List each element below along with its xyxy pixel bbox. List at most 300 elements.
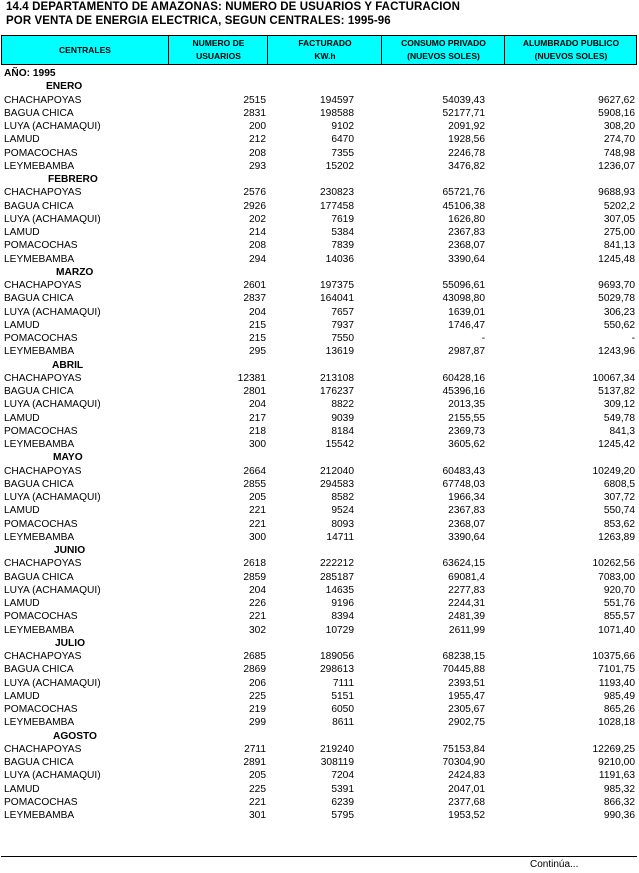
consumo-privado-cell: 65721,76 — [442, 187, 485, 199]
usuarios-cell: 2664 — [243, 465, 266, 477]
facturado-cell: 7355 — [331, 147, 354, 159]
alumbrado-publico-cell: 12269,25 — [592, 743, 635, 755]
table-row — [0, 372, 639, 385]
table-row — [0, 279, 639, 292]
table-row — [0, 624, 639, 637]
alumbrado-publico-cell: 550,62 — [603, 319, 635, 331]
usuarios-cell: 205 — [249, 770, 266, 782]
central-name-cell: LEYMEBAMBA — [4, 624, 75, 636]
document-title-line2: POR VENTA DE ENERGIA ELECTRICA, SEGUN CENTRALES: 1995-96 — [6, 15, 391, 27]
facturado-cell: 7111 — [332, 677, 354, 689]
central-name-cell: LEYMEBAMBA — [4, 439, 75, 450]
facturado-cell: 7657 — [331, 306, 354, 318]
header-alumbrado-publico-l2: (NUEVOS SOLES) — [534, 51, 608, 61]
table-row — [0, 398, 639, 411]
central-name-cell: CHACHAPOYAS — [4, 187, 82, 199]
facturado-cell: 222212 — [320, 558, 354, 570]
facturado-cell: 8394 — [331, 611, 354, 623]
alumbrado-publico-cell: 1193,40 — [598, 677, 635, 689]
facturado-cell: 7839 — [331, 240, 354, 252]
central-name-cell: LAMUD — [4, 134, 40, 146]
usuarios-cell: 214 — [249, 227, 266, 238]
facturado-cell: 8093 — [331, 518, 354, 530]
table-row — [0, 186, 639, 199]
usuarios-cell: 212 — [249, 134, 266, 146]
alumbrado-publico-cell: 551,76 — [603, 598, 635, 609]
table-row — [0, 610, 639, 623]
header-consumo-privado-l1: CONSUMO PRIVADO — [401, 38, 486, 48]
alumbrado-publico-cell: 865,26 — [603, 704, 635, 715]
month-label: MAYO — [53, 452, 83, 464]
facturado-cell: 294583 — [320, 478, 354, 490]
facturado-cell: 15542 — [325, 439, 354, 450]
consumo-privado-cell: 2155,55 — [448, 412, 485, 424]
table-row — [0, 809, 639, 822]
table-row — [0, 332, 639, 345]
central-name-cell: LUYA (ACHAMAQUI) — [4, 213, 101, 225]
table-row — [0, 120, 639, 133]
facturado-cell: 15202 — [325, 160, 354, 172]
central-name-cell: CHACHAPOYAS — [4, 743, 82, 755]
consumo-privado-cell: 1966,34 — [448, 492, 485, 503]
consumo-privado-cell: 2393,51 — [448, 677, 485, 689]
table-row — [0, 783, 639, 796]
table-row — [0, 690, 639, 703]
header-facturado — [267, 36, 382, 64]
consumo-privado-cell: 3390,64 — [448, 531, 485, 543]
central-name-cell: POMACOCHAS — [4, 518, 78, 530]
facturado-cell: 8822 — [331, 399, 354, 411]
facturado-cell: 8582 — [331, 492, 354, 503]
alumbrado-publico-cell: 1071,40 — [598, 624, 635, 636]
consumo-privado-cell: 45396,16 — [442, 386, 485, 397]
alumbrado-publico-cell: 10262,56 — [592, 558, 635, 570]
table-row — [0, 597, 639, 610]
usuarios-cell: 294 — [249, 253, 266, 265]
table-row — [0, 292, 639, 305]
month-row — [0, 80, 639, 93]
consumo-privado-cell: 2987,87 — [448, 346, 485, 358]
facturado-cell: 14711 — [326, 531, 354, 543]
alumbrado-publico-cell: 308,20 — [603, 121, 635, 132]
usuarios-cell: 2801 — [243, 386, 266, 397]
consumo-privado-cell: 2367,83 — [448, 227, 485, 238]
facturado-cell: 7619 — [331, 213, 354, 225]
central-name-cell: CHACHAPOYAS — [4, 651, 82, 662]
facturado-cell: 308119 — [320, 757, 354, 768]
consumo-privado-cell: 2377,68 — [448, 796, 485, 808]
central-name-cell: LUYA (ACHAMAQUI) — [4, 121, 101, 132]
facturado-cell: 194597 — [320, 94, 354, 106]
usuarios-cell: 219 — [249, 704, 266, 715]
alumbrado-publico-cell: 841,13 — [603, 240, 635, 252]
header-numero-usuarios-l2: USUARIOS — [196, 51, 241, 61]
table-row — [0, 796, 639, 809]
month-row — [0, 730, 639, 743]
facturado-cell: 7550 — [331, 333, 354, 344]
central-name-cell: BAGUA CHICA — [4, 664, 74, 676]
consumo-privado-cell: 2481,39 — [448, 611, 485, 623]
usuarios-cell: 2711 — [244, 743, 266, 755]
table-row — [0, 756, 639, 769]
usuarios-cell: 2855 — [243, 478, 266, 490]
usuarios-cell: 225 — [249, 783, 266, 795]
usuarios-cell: 221 — [249, 611, 266, 623]
header-numero-usuarios-l1: NUMERO DE — [192, 38, 245, 48]
table-row — [0, 531, 639, 544]
alumbrado-publico-cell: 309,12 — [603, 399, 635, 411]
header-facturado-l1: FACTURADO — [298, 38, 352, 48]
consumo-privado-cell: 52177,71 — [442, 107, 485, 119]
usuarios-cell: 206 — [249, 677, 266, 689]
month-label: ABRIL — [52, 359, 84, 371]
facturado-cell: 212040 — [320, 465, 354, 477]
facturado-cell: 197375 — [320, 280, 354, 291]
usuarios-cell: 221 — [249, 518, 266, 530]
alumbrado-publico-cell: 5202,2 — [603, 200, 635, 212]
usuarios-cell: 218 — [249, 425, 266, 437]
central-name-cell: BAGUA CHICA — [4, 386, 74, 397]
consumo-privado-cell: 63624,15 — [442, 558, 485, 570]
central-name-cell: LAMUD — [4, 598, 40, 609]
usuarios-cell: 12381 — [237, 372, 266, 384]
alumbrado-publico-cell: 550,74 — [603, 505, 635, 517]
consumo-privado-cell: 2277,83 — [448, 584, 485, 596]
continua-label: Continúa... — [530, 859, 579, 870]
central-name-cell: CHACHAPOYAS — [4, 280, 82, 291]
consumo-privado-cell: 60483,43 — [442, 465, 485, 477]
central-name-cell: LEYMEBAMBA — [4, 160, 75, 172]
consumo-privado-cell: 2047,01 — [448, 783, 485, 795]
table-row — [0, 465, 639, 478]
consumo-privado-cell: - — [481, 333, 485, 344]
month-label: MARZO — [56, 266, 94, 278]
header-consumo-privado-l2: (NUEVOS SOLES) — [407, 51, 480, 61]
table-row — [0, 584, 639, 597]
facturado-cell: 198588 — [320, 107, 354, 119]
central-name-cell: POMACOCHAS — [4, 611, 78, 623]
usuarios-cell: 202 — [249, 213, 266, 225]
alumbrado-publico-cell: 853,62 — [603, 518, 635, 530]
usuarios-cell: 200 — [249, 121, 266, 132]
header-alumbrado-publico-l1: ALUMBRADO PUBLICO — [522, 38, 620, 48]
facturado-cell: 8184 — [331, 425, 354, 437]
month-row — [0, 173, 639, 186]
consumo-privado-cell: 55096,61 — [442, 280, 485, 291]
usuarios-cell: 204 — [249, 306, 266, 318]
consumo-privado-cell: 3390,64 — [448, 253, 485, 265]
alumbrado-publico-cell: 10375,66 — [592, 651, 635, 662]
table-bottom-rule — [1, 856, 637, 857]
central-name-cell: LAMUD — [4, 227, 40, 238]
table-row — [0, 239, 639, 252]
central-name-cell: LAMUD — [4, 690, 40, 702]
usuarios-cell: 204 — [249, 399, 266, 411]
usuarios-cell: 225 — [249, 690, 266, 702]
central-name-cell: LEYMEBAMBA — [4, 531, 75, 543]
central-name-cell: LAMUD — [4, 319, 40, 331]
alumbrado-publico-cell: 307,72 — [603, 492, 635, 503]
header-centrales-l1: CENTRALES — [59, 44, 111, 55]
table-row — [0, 425, 639, 438]
usuarios-cell: 2869 — [243, 664, 266, 676]
table-row — [0, 650, 639, 663]
central-name-cell: BAGUA CHICA — [4, 478, 74, 490]
facturado-cell: 285187 — [320, 571, 354, 583]
year-row — [0, 67, 639, 80]
table-row — [0, 518, 639, 531]
consumo-privado-cell: 75153,84 — [442, 743, 485, 755]
usuarios-cell: 300 — [249, 439, 266, 450]
central-name-cell: CHACHAPOYAS — [4, 94, 82, 106]
alumbrado-publico-cell: 920,70 — [603, 584, 635, 596]
central-name-cell: POMACOCHAS — [4, 147, 78, 159]
central-name-cell: BAGUA CHICA — [4, 571, 74, 583]
facturado-cell: 9524 — [331, 505, 354, 517]
central-name-cell: POMACOCHAS — [4, 796, 78, 808]
alumbrado-publico-cell: 275,00 — [603, 227, 635, 238]
alumbrado-publico-cell: 9627,62 — [598, 94, 635, 106]
alumbrado-publico-cell: 1236,07 — [598, 160, 635, 172]
central-name-cell: CHACHAPOYAS — [4, 558, 82, 570]
usuarios-cell: 208 — [249, 147, 266, 159]
alumbrado-publico-cell: 855,57 — [603, 611, 635, 623]
facturado-cell: 13619 — [325, 346, 354, 358]
usuarios-cell: 302 — [249, 624, 266, 636]
facturado-cell: 230823 — [320, 187, 354, 199]
central-name-cell: LUYA (ACHAMAQUI) — [4, 399, 101, 411]
alumbrado-publico-cell: 10249,20 — [592, 465, 635, 477]
alumbrado-publico-cell: 6808,5 — [603, 478, 635, 490]
facturado-cell: 14036 — [325, 253, 354, 265]
consumo-privado-cell: 70304,90 — [442, 757, 485, 768]
consumo-privado-cell: 1928,56 — [448, 134, 485, 146]
central-name-cell: CHACHAPOYAS — [4, 465, 82, 477]
central-name-cell: LEYMEBAMBA — [4, 253, 75, 265]
table-row — [0, 226, 639, 239]
facturado-cell: 298613 — [320, 664, 354, 676]
facturado-cell: 219240 — [320, 743, 354, 755]
central-name-cell: BAGUA CHICA — [4, 757, 74, 768]
alumbrado-publico-cell: 866,32 — [603, 796, 635, 808]
central-name-cell: BAGUA CHICA — [4, 293, 74, 305]
usuarios-cell: 221 — [249, 796, 266, 808]
table-row — [0, 491, 639, 504]
facturado-cell: 6470 — [331, 134, 354, 146]
central-name-cell: LEYMEBAMBA — [4, 810, 75, 821]
central-name-cell: LUYA (ACHAMAQUI) — [4, 770, 101, 782]
alumbrado-publico-cell: 1243,96 — [598, 346, 635, 358]
usuarios-cell: 293 — [249, 160, 266, 172]
table-row — [0, 412, 639, 425]
facturado-cell: 6050 — [331, 704, 354, 715]
central-name-cell: LUYA (ACHAMAQUI) — [4, 306, 101, 318]
consumo-privado-cell: 1955,47 — [448, 690, 485, 702]
facturado-cell: 5384 — [331, 227, 354, 238]
usuarios-cell: 2859 — [243, 571, 266, 583]
consumo-privado-cell: 1626,80 — [448, 213, 485, 225]
consumo-privado-cell: 54039,43 — [442, 94, 485, 106]
consumo-privado-cell: 3476,82 — [448, 160, 485, 172]
facturado-cell: 189056 — [320, 651, 354, 662]
header-centrales — [2, 36, 168, 64]
consumo-privado-cell: 1639,01 — [448, 306, 485, 318]
consumo-privado-cell: 1953,52 — [448, 810, 485, 821]
table-row — [0, 677, 639, 690]
table-body — [0, 67, 639, 822]
table-row — [0, 160, 639, 173]
usuarios-cell: 215 — [249, 319, 266, 331]
facturado-cell: 213108 — [320, 372, 354, 384]
central-name-cell: LEYMEBAMBA — [4, 717, 75, 729]
facturado-cell: 6239 — [331, 796, 354, 808]
table-row — [0, 306, 639, 319]
table-row — [0, 769, 639, 782]
central-name-cell: BAGUA CHICA — [4, 107, 74, 119]
usuarios-cell: 215 — [249, 333, 266, 344]
table-header — [1, 35, 637, 65]
facturado-cell: 7937 — [331, 319, 354, 331]
central-name-cell: POMACOCHAS — [4, 240, 78, 252]
consumo-privado-cell: 2424,83 — [448, 770, 485, 782]
consumo-privado-cell: 2246,78 — [448, 147, 485, 159]
central-name-cell: LAMUD — [4, 783, 40, 795]
month-label: ENERO — [46, 81, 83, 93]
month-row — [0, 544, 639, 557]
usuarios-cell: 205 — [249, 492, 266, 503]
month-label: FEBRERO — [48, 174, 98, 185]
month-label: JULIO — [55, 637, 86, 649]
consumo-privado-cell: 2244,31 — [448, 598, 485, 609]
alumbrado-publico-cell: 7083,00 — [598, 571, 635, 583]
alumbrado-publico-cell: 1245,48 — [598, 253, 635, 265]
consumo-privado-cell: 2902,75 — [448, 717, 485, 729]
usuarios-cell: 2837 — [243, 293, 266, 305]
table-row — [0, 703, 639, 716]
alumbrado-publico-cell: 985,32 — [603, 783, 635, 795]
table-row — [0, 107, 639, 120]
alumbrado-publico-cell: 748,98 — [603, 147, 635, 159]
usuarios-cell: 204 — [249, 584, 266, 596]
alumbrado-publico-cell: 841,3 — [609, 425, 635, 437]
consumo-privado-cell: 69081,4 — [448, 571, 485, 583]
consumo-privado-cell: 2091,92 — [448, 121, 485, 132]
header-alumbrado-publico — [504, 36, 637, 64]
alumbrado-publico-cell: 1191,63 — [598, 770, 635, 782]
usuarios-cell: 2618 — [243, 558, 266, 570]
central-name-cell: LAMUD — [4, 505, 40, 517]
table-row — [0, 504, 639, 517]
table-row — [0, 133, 639, 146]
usuarios-cell: 208 — [249, 240, 266, 252]
month-label: JUNIO — [54, 545, 86, 556]
usuarios-cell: 2576 — [243, 187, 266, 199]
alumbrado-publico-cell: 306,23 — [603, 306, 635, 318]
consumo-privado-cell: 2368,07 — [448, 240, 485, 252]
consumo-privado-cell: 45106,38 — [442, 200, 485, 212]
facturado-cell: 9039 — [331, 412, 354, 424]
usuarios-cell: 217 — [249, 412, 266, 424]
usuarios-cell: 2926 — [243, 200, 266, 212]
table-row — [0, 743, 639, 756]
facturado-cell: 7204 — [331, 770, 354, 782]
alumbrado-publico-cell: - — [631, 333, 635, 344]
facturado-cell: 177458 — [320, 200, 354, 212]
alumbrado-publico-cell: 274,70 — [603, 134, 635, 146]
facturado-cell: 8611 — [332, 717, 354, 729]
table-row — [0, 385, 639, 398]
month-row — [0, 451, 639, 464]
facturado-cell: 10729 — [325, 624, 354, 636]
facturado-cell: 9196 — [331, 598, 354, 609]
central-name-cell: LUYA (ACHAMAQUI) — [4, 677, 101, 689]
alumbrado-publico-cell: 1245,42 — [598, 439, 635, 450]
central-name-cell: BAGUA CHICA — [4, 200, 74, 212]
alumbrado-publico-cell: 9693,70 — [598, 280, 635, 291]
central-name-cell: LEYMEBAMBA — [4, 346, 75, 358]
central-name-cell: LUYA (ACHAMAQUI) — [4, 584, 101, 596]
alumbrado-publico-cell: 1028,18 — [598, 717, 635, 729]
table-row — [0, 213, 639, 226]
central-name-cell: CHACHAPOYAS — [4, 372, 82, 384]
usuarios-cell: 301 — [249, 810, 266, 821]
consumo-privado-cell: 2013,35 — [448, 399, 485, 411]
consumo-privado-cell: 60428,16 — [442, 372, 485, 384]
usuarios-cell: 2891 — [243, 757, 266, 768]
header-facturado-l2: KW.h — [314, 51, 336, 61]
alumbrado-publico-cell: 5908,16 — [598, 107, 635, 119]
document-title-line1: 14.4 DEPARTAMENTO DE AMAZONAS: NUMERO DE USUARIOS Y FACTURACION — [6, 1, 460, 13]
usuarios-cell: 2831 — [243, 107, 266, 119]
consumo-privado-cell: 2367,83 — [448, 505, 485, 517]
alumbrado-publico-cell: 5029,78 — [598, 293, 635, 305]
alumbrado-publico-cell: 5137,82 — [598, 386, 635, 397]
table-row — [0, 345, 639, 358]
table-row — [0, 478, 639, 491]
alumbrado-publico-cell: 990,36 — [603, 810, 635, 821]
year-label: AÑO: 1995 — [4, 68, 56, 79]
alumbrado-publico-cell: 10067,34 — [592, 372, 635, 384]
usuarios-cell: 221 — [249, 505, 266, 517]
usuarios-cell: 2515 — [243, 94, 266, 106]
consumo-privado-cell: 3605,62 — [448, 439, 485, 450]
alumbrado-publico-cell: 307,05 — [603, 213, 635, 225]
alumbrado-publico-cell: 1263,89 — [598, 531, 635, 543]
facturado-cell: 14635 — [325, 584, 354, 596]
consumo-privado-cell: 1746,47 — [448, 319, 485, 331]
consumo-privado-cell: 43098,80 — [442, 293, 485, 305]
table-row — [0, 716, 639, 729]
alumbrado-publico-cell: 9210,00 — [598, 757, 635, 768]
table-row — [0, 94, 639, 107]
month-label: AGOSTO — [53, 730, 97, 742]
table-row — [0, 557, 639, 570]
central-name-cell: POMACOCHAS — [4, 425, 78, 437]
consumo-privado-cell: 70445,88 — [442, 664, 485, 676]
central-name-cell: LAMUD — [4, 412, 40, 424]
table-row — [0, 147, 639, 160]
facturado-cell: 5151 — [331, 690, 354, 702]
usuarios-cell: 299 — [249, 717, 266, 729]
table-row — [0, 438, 639, 451]
usuarios-cell: 300 — [249, 531, 266, 543]
central-name-cell: POMACOCHAS — [4, 704, 78, 715]
table-row — [0, 200, 639, 213]
month-row — [0, 266, 639, 279]
alumbrado-publico-cell: 9688,93 — [598, 187, 635, 199]
consumo-privado-cell: 2369,73 — [448, 425, 485, 437]
usuarios-cell: 295 — [249, 346, 266, 358]
